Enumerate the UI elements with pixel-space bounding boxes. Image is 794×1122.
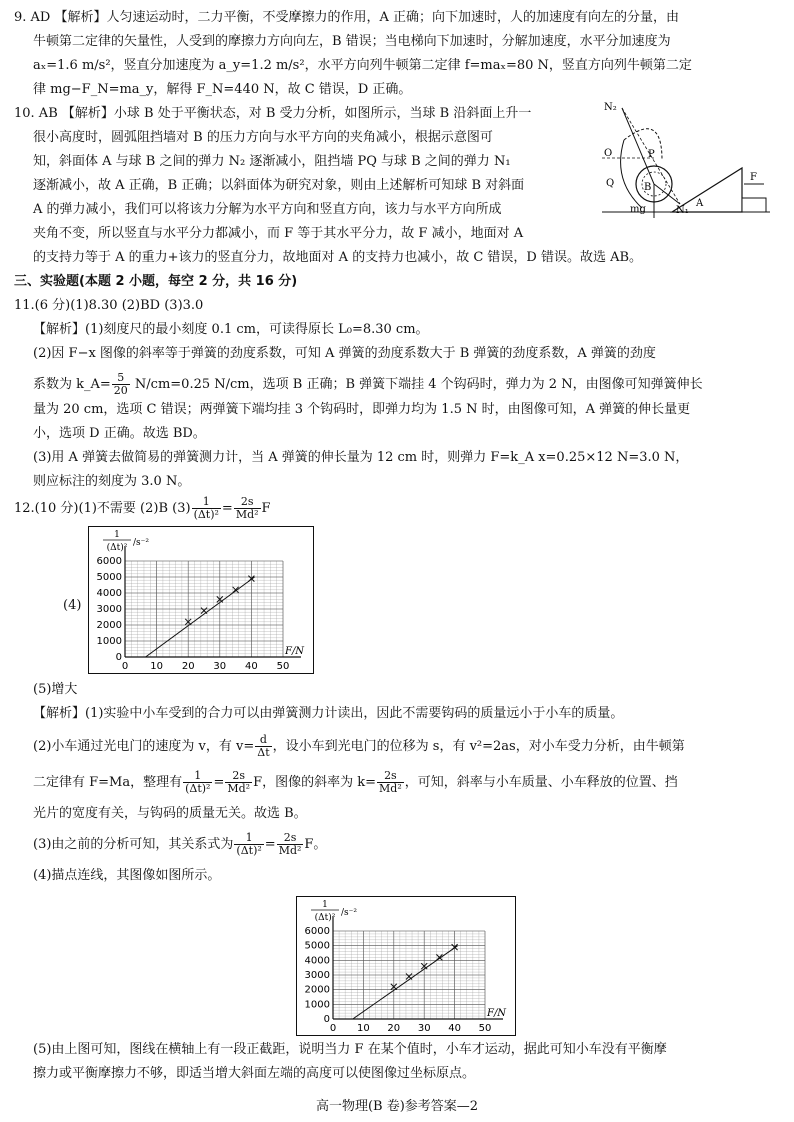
e3-frac-2 xyxy=(225,770,252,795)
x-tick-label: 10 xyxy=(150,661,163,672)
frac-den: Md² xyxy=(235,508,259,521)
frac-num: 1 xyxy=(183,770,212,783)
q12-frac-2 xyxy=(234,496,261,521)
q12-exp-8: 擦力或平衡摩擦力不够，即适当增大斜面左端的高度可以使图像过坐标原点。 xyxy=(33,1066,476,1081)
y-tick-label: 4000 xyxy=(96,588,122,599)
frac-num: 2s xyxy=(377,770,404,783)
frac-den: 20 xyxy=(113,384,128,397)
q11-line-1: 【解析】(1)刻度尺的最小刻度 0.1 cm，可读得原长 L₀=8.30 cm。 xyxy=(33,322,429,337)
q12-exp-4: 光片的宽度有关，与钩码的质量无关。故选 B。 xyxy=(33,806,307,821)
q11-l3-suffix: N/cm=0.25 N/cm，选项 B 正确；B 弹簧下端挂 4 个钩码时，弹力为 2 N，由图像可知弹簧伸长 xyxy=(130,377,703,392)
q12-frac-1 xyxy=(192,496,221,521)
y-label-num: 1 xyxy=(322,900,328,910)
q11-line-2: (2)因 F−x 图像的斜率等于弹簧的劲度系数，可知 A 弹簧的劲度系数大于 B 弹簧的劲度系数，A 弹簧的劲度 xyxy=(33,346,656,361)
label-q: Q xyxy=(606,178,615,189)
y-tick-label: 3000 xyxy=(96,604,122,615)
fraction-5-20 xyxy=(112,372,130,397)
x-tick-label: 20 xyxy=(181,661,195,672)
x-tick-label: 40 xyxy=(448,1023,461,1034)
equals: = xyxy=(213,775,225,790)
frac-den: (Δt)² xyxy=(193,508,219,521)
x-tick-label: 30 xyxy=(417,1023,431,1034)
e2-prefix: (2)小车通过光电门的速度为 v，有 v= xyxy=(33,739,255,754)
q12-part4-label: (4) xyxy=(63,598,82,613)
frac-den: Md² xyxy=(278,844,302,857)
e5-frac-2 xyxy=(277,832,304,857)
q10-line-2: 很小高度时，圆弧阻挡墙对 B 的压力方向与水平方向的夹角减小，根据示意图可 xyxy=(33,130,493,145)
q12-exp-3 xyxy=(33,770,678,796)
y-tick-label: 4000 xyxy=(304,955,330,967)
q12-exp-6: (4)描点连线，其图像如图所示。 xyxy=(33,868,221,883)
var-f: F xyxy=(261,501,271,516)
y-tick-label: 2000 xyxy=(96,620,122,631)
x-tick-label: 50 xyxy=(276,661,290,672)
frac-num: 1 xyxy=(234,832,263,845)
x-tick-label: 10 xyxy=(357,1023,370,1034)
force-diagram xyxy=(602,100,772,225)
e3-frac-3 xyxy=(377,770,404,795)
label-f: F xyxy=(750,172,757,183)
y-tick-label: 2000 xyxy=(304,984,330,996)
frac-den: Md² xyxy=(227,782,251,795)
q9-line-4: 律 mg−F_N=ma_y，解得 F_N=440 N，故 C 错误，D 正确。 xyxy=(33,82,412,97)
e3-prefix: 二定律有 F=Ma，整理有 xyxy=(33,775,183,790)
frac-d-dt xyxy=(255,734,271,759)
e3-mid: F，图像的斜率为 k= xyxy=(253,775,377,790)
page-footer: 高一物理(B 卷)参考答案—2 xyxy=(315,1099,479,1114)
q11-line-4: 量为 20 cm，选项 C 错误；两弹簧下端均挂 3 个钩码时，即弹力均为 1.5 N 时，由图像可知，A 弹簧的伸长量更 xyxy=(33,402,691,417)
x-tick-label: 20 xyxy=(387,1023,401,1034)
y-label-num: 1 xyxy=(114,530,120,540)
q12-exp-5 xyxy=(33,832,326,858)
fit-line xyxy=(353,946,458,1019)
frac-num: 1 xyxy=(192,496,221,509)
x-tick-label: 0 xyxy=(329,1023,337,1034)
y-tick-label: 0 xyxy=(323,1014,330,1025)
y-tick-label: 5000 xyxy=(96,572,122,583)
equals: = xyxy=(264,837,276,852)
frac-num: 2s xyxy=(225,770,252,783)
q12-head xyxy=(14,496,271,522)
y-tick-label: 6000 xyxy=(96,556,122,567)
q10-line-7: 的支持力等于 A 的重力+该力的竖直分力，故地面对 A 的支持力也减小，故 C 错误，D 错误。故选 AB。 xyxy=(33,250,643,265)
fit-line xyxy=(146,577,255,657)
q12-head-prefix: 12.(10 分)(1)不需要 (2)B (3) xyxy=(14,501,191,516)
q10-line-6: 夹角不变，所以竖直与水平分力都减小，而 F 等于其水平分力，故 F 减小，地面对 A xyxy=(33,226,524,241)
y-label-den: (Δt)² xyxy=(106,543,128,553)
label-n1: N₁ xyxy=(676,205,689,216)
label-b: B xyxy=(644,182,652,193)
x-tick-label: 30 xyxy=(213,661,227,672)
q10-line-5: A 的弹力减小，我们可以将该力分解为水平方向和竖直方向，该力与水平方向所成 xyxy=(33,202,502,217)
y-tick-label: 5000 xyxy=(304,940,330,952)
q11-line-7: 则应标注的刻度为 3.0 N。 xyxy=(33,474,191,489)
x-tick-label: 50 xyxy=(478,1023,492,1034)
frac-den: (Δt)² xyxy=(236,844,262,857)
chart-2 xyxy=(297,897,515,1035)
e5-suffix: F。 xyxy=(304,837,327,852)
q12-part5: (5)增大 xyxy=(33,682,78,697)
frac-num: 2s xyxy=(277,832,304,845)
q10-line-3: 知，斜面体 A 与球 B 之间的弹力 N₂ 逐渐减小，阻挡墙 PQ 与球 B 之间的弹力 N₁ xyxy=(33,154,511,169)
label-a: A xyxy=(696,198,704,209)
q10-line-4: 逐渐减小，故 A 正确，B 正确；以斜面体为研究对象，则由上述解析可知球 B 对斜面 xyxy=(33,178,525,193)
frac-num: d xyxy=(255,734,271,747)
x-tick-label: 0 xyxy=(121,661,129,672)
q12-exp-7: (5)由上图可知，图线在横轴上有一段正截距，说明当力 F 在某个值时，小车才运动，据此可知小车没有平衡摩 xyxy=(33,1042,667,1057)
q9-line-3: aₓ=1.6 m/s²，竖直分加速度为 a_y=1.2 m/s²，水平方向列牛顿第二定律 f=maₓ=80 N，竖直方向列牛顿第二定 xyxy=(33,58,692,73)
data-point xyxy=(201,608,207,614)
q9-line-1: 9. AD 【解析】人匀速运动时，二力平衡，不受摩擦力的作用，A 正确；向下加速时，人的加速度有向左的分量，由 xyxy=(14,10,680,25)
q11-line-3 xyxy=(33,372,703,397)
y-label-unit: /s⁻² xyxy=(341,908,358,918)
y-label-unit: /s⁻² xyxy=(133,538,150,548)
e2-suffix: ，设小车到光电门的位移为 s，有 v²=2as，对小车受力分析，由牛顿第 xyxy=(272,739,685,754)
frac-den: Δt xyxy=(257,746,270,759)
chart-1 xyxy=(89,527,313,673)
frac-den: (Δt)² xyxy=(185,782,211,795)
y-tick-label: 0 xyxy=(115,652,122,663)
section-3-heading: 三、实验题(本题 2 小题，每空 2 分，共 16 分) xyxy=(14,274,298,289)
equals: = xyxy=(221,501,233,516)
x-axis-label: F/N xyxy=(487,1008,507,1019)
e3-suffix: ，可知，斜率与小车质量、小车释放的位置、挡 xyxy=(404,775,678,790)
label-o: O xyxy=(604,148,613,159)
y-tick-label: 1000 xyxy=(304,999,330,1011)
q10-line-1: 10. AB 【解析】小球 B 处于平衡状态，对 B 受力分析，如图所示，当球 B 沿斜面上升一 xyxy=(14,106,532,121)
q11-head: 11.(6 分)(1)8.30 (2)BD (3)3.0 xyxy=(14,298,204,313)
y-tick-label: 3000 xyxy=(304,970,330,981)
q11-line-5: 小，选项 D 正确。故选 BD。 xyxy=(33,426,206,441)
x-axis-label: F/N xyxy=(285,646,305,657)
frac-num: 5 xyxy=(112,372,130,385)
e3-frac-1 xyxy=(183,770,212,795)
label-n2: N₂ xyxy=(604,102,617,113)
q11-l3-prefix: 系数为 k_A= xyxy=(33,377,111,392)
label-mg: mg xyxy=(630,204,646,215)
chart-1-frame xyxy=(88,526,314,674)
q9-line-2: 牛顿第二定律的矢量性，人受到的摩擦力方向向左，B 错误；当电梯向下加速时，分解加速度，水平分加速度为 xyxy=(33,34,671,49)
x-tick-label: 40 xyxy=(245,661,258,672)
y-label-den: (Δt)² xyxy=(314,913,336,923)
y-tick-label: 6000 xyxy=(304,926,330,937)
q11-line-6: (3)用 A 弹簧去做简易的弹簧测力计，当 A 弹簧的伸长量为 12 cm 时，则弹力 F=k_A x=0.25×12 N=3.0 N， xyxy=(33,450,689,465)
y-tick-label: 1000 xyxy=(96,636,122,647)
e5-frac-1 xyxy=(234,832,263,857)
q12-exp-1: 【解析】(1)实验中小车受到的合力可以由弹簧测力计读出，因此不需要钩码的质量远小于小车的质量。 xyxy=(33,706,624,721)
frac-den: Md² xyxy=(379,782,402,795)
label-p: P xyxy=(648,149,655,160)
e5-prefix: (3)由之前的分析可知，其关系式为 xyxy=(33,837,234,852)
frac-num: 2s xyxy=(234,496,261,509)
q12-exp-2 xyxy=(33,734,685,760)
data-point xyxy=(406,973,412,979)
chart-2-frame xyxy=(296,896,516,1036)
